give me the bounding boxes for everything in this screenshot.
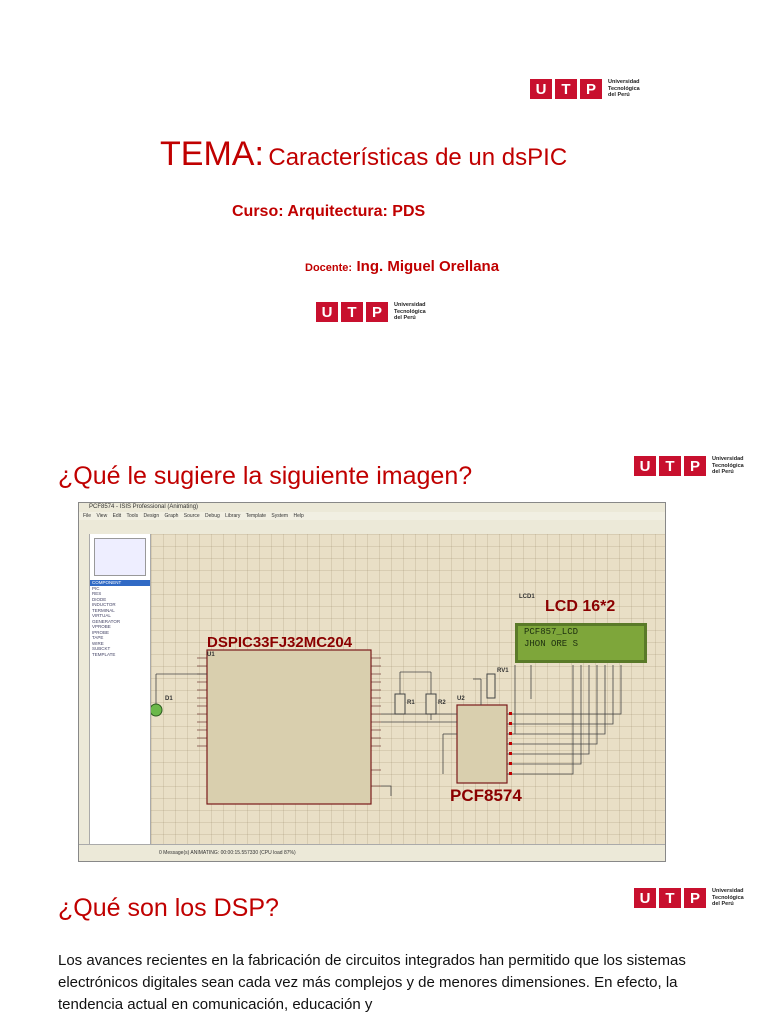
- docente-label: Docente: Ing. Miguel Orellana: [305, 258, 500, 275]
- schematic-canvas: [151, 534, 665, 844]
- utp-logo: U T P Universidad Tecnológica del Perú: [316, 302, 426, 322]
- title-slide: [0, 0, 768, 420]
- r2-ref: R2: [438, 700, 446, 706]
- lcd-ref: LCD1: [519, 594, 535, 600]
- d1-ref: D1: [165, 696, 173, 702]
- course-label: Curso: Arquitectura: PDS: [232, 203, 426, 220]
- menu-bar: File View Edit Tools Design Graph Source Debug Library Template System Help: [79, 512, 665, 520]
- lcd-title: LCD 16*2: [545, 598, 616, 615]
- window-titlebar: PCF8574 - ISIS Professional (Animating): [79, 503, 665, 512]
- u1-ref: U1: [207, 652, 215, 658]
- utp-logo: U T P Universidad Tecnológica del Perú: [634, 456, 744, 476]
- u2-ref: U2: [457, 696, 465, 702]
- slide-heading: ¿Qué le sugiere la siguiente imagen?: [58, 462, 473, 490]
- status-bar: 0 Message(s) ANIMATING: 00:00:15.557330 (CPU load 87%): [79, 844, 666, 861]
- utp-logo: U T P Universidad Tecnológica del Perú: [634, 888, 744, 908]
- preview-pane: [94, 538, 146, 576]
- schematic-drawing: [151, 534, 665, 844]
- toolbar: [79, 520, 665, 535]
- utp-logo: U T P Universidad Tecnológica del Perú: [530, 79, 640, 99]
- dspic-label: DSPIC33FJ32MC204: [207, 634, 353, 651]
- slide-title: TEMA: Características de un dsPIC: [160, 135, 568, 173]
- lcd-display: PCF857_LCD JHON ORE S: [515, 623, 647, 663]
- pcf8574-label: PCF8574: [450, 786, 522, 805]
- tool-strip: [79, 534, 90, 844]
- body-paragraph: Los avances recientes en la fabricación de circuitos integrados han permitido que los sistemas electrónicos digitales sean cada vez más complejos y de menores dimensiones. En efecto, la tendencia actual en comunicación, educación y: [58, 952, 686, 1013]
- isis-screenshot: [78, 502, 666, 862]
- slide-heading: ¿Qué son los DSP?: [58, 894, 279, 922]
- rv1-ref: RV1: [497, 668, 509, 674]
- image-slide: [0, 420, 768, 862]
- text-slide: [0, 862, 768, 1024]
- component-panel: COMPONENT PIC RES DIODE INDUCTOR TERMINAL VIRTUAL GENERATOR VPROBE IPROBE TAPE WIRE SUBCKT TEMPLATE: [90, 534, 151, 844]
- r1-ref: R1: [407, 700, 415, 706]
